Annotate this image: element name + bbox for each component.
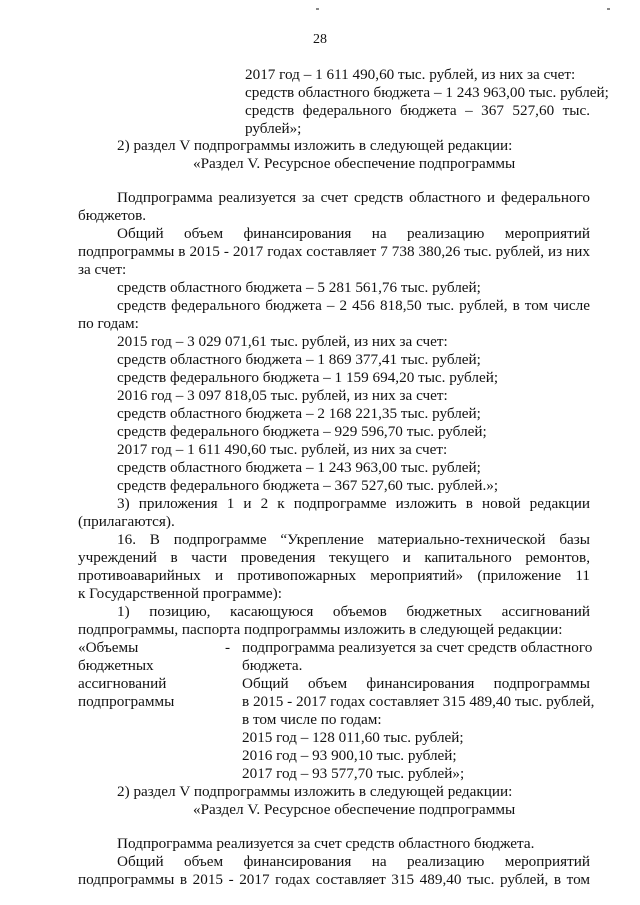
text-line: бюджета. (242, 657, 303, 674)
text-line: бюджетных (78, 657, 154, 674)
text-line: Общий объем финансирования на реализацию мероприятий (117, 853, 590, 870)
text-line: к Государственной программе): (78, 585, 282, 602)
text-line: 2) раздел V подпрограммы изложить в следующей редакции: (117, 137, 513, 154)
text-line: Подпрограмма реализуется за счет средств областного и федерального (117, 189, 590, 206)
text-line: средств федерального бюджета – 1 159 694,20 тыс. рублей; (117, 369, 499, 386)
text-line: «Раздел V. Ресурсное обеспечение подпрограммы (193, 801, 516, 818)
scan-mark (607, 8, 610, 10)
text-line: Общий объем финансирования подпрограммы (242, 675, 590, 692)
text-line: 2) раздел V подпрограммы изложить в следующей редакции: (117, 783, 513, 800)
text-line: по годам: (78, 315, 139, 332)
text-line: средств федерального бюджета – 929 596,70 тыс. рублей; (117, 423, 487, 440)
page-number: 28 (313, 32, 327, 47)
text-line: 2017 год – 93 577,70 тыс. рублей»; (242, 765, 465, 782)
text-line: - (225, 639, 231, 656)
text-line: ассигнований (78, 675, 167, 692)
text-line: противоаварийных и противопожарных мероприятий» (приложение 11 (78, 567, 590, 584)
text-line: Подпрограмма реализуется за счет средств областного бюджета. (117, 835, 535, 852)
text-line: средств федерального бюджета – 367 527,60 тыс. рублей.»; (117, 477, 499, 494)
text-line: подпрограммы, паспорта подпрограммы изложить в следующей редакции: (78, 621, 563, 638)
text-line: 2015 год – 128 011,60 тыс. рублей; (242, 729, 464, 746)
scan-mark (316, 8, 319, 10)
text-line: средств областного бюджета – 2 168 221,35 тыс. рублей; (117, 405, 481, 422)
text-line: средств областного бюджета – 1 243 963,00 тыс. рублей; (117, 459, 481, 476)
text-line: средств областного бюджета – 1 243 963,00 тыс. рублей; (245, 84, 609, 101)
text-line: подпрограммы (78, 693, 175, 710)
text-line: в том числе по годам: (242, 711, 382, 728)
text-line: средств областного бюджета – 1 869 377,41 тыс. рублей; (117, 351, 481, 368)
text-line: в 2015 - 2017 годах составляет 315 489,40 тыс. рублей, (242, 693, 595, 710)
text-line: средств федерального бюджета – 2 456 818,50 тыс. рублей, в том числе (117, 297, 590, 314)
text-line: подпрограммы в 2015 - 2017 годах составляет 315 489,40 тыс. рублей, в том (78, 871, 590, 888)
text-line: «Раздел V. Ресурсное обеспечение подпрограммы (193, 155, 516, 172)
text-line: 2016 год – 93 900,10 тыс. рублей; (242, 747, 457, 764)
text-line: Общий объем финансирования на реализацию мероприятий (117, 225, 590, 242)
text-line: (прилагаются). (78, 513, 175, 530)
text-line: средств федерального бюджета – 367 527,60 тыс. (245, 102, 590, 119)
text-line: 2017 год – 1 611 490,60 тыс. рублей, из них за счет: (117, 441, 448, 458)
text-line: 16. В подпрограмме “Укрепление материально-технической базы (117, 531, 590, 548)
text-line: бюджетов. (78, 207, 147, 224)
text-line: 2016 год – 3 097 818,05 тыс. рублей, из них за счет: (117, 387, 448, 404)
text-line: за счет: (78, 261, 127, 278)
text-line: рублей»; (245, 120, 302, 137)
text-line: учреждений в части проведения текущего и капитального ремонтов, (78, 549, 590, 566)
text-line: 2015 год – 3 029 071,61 тыс. рублей, из них за счет: (117, 333, 448, 350)
text-line: 1) позицию, касающуюся объемов бюджетных ассигнований (117, 603, 590, 620)
text-line: 3) приложения 1 и 2 к подпрограмме изложить в новой редакции (117, 495, 590, 512)
text-line: «Объемы (78, 639, 139, 656)
text-line: 2017 год – 1 611 490,60 тыс. рублей, из них за счет: (245, 66, 576, 83)
text-line: подпрограмма реализуется за счет средств областного (242, 639, 593, 656)
text-line: подпрограммы в 2015 - 2017 годах составляет 7 738 380,26 тыс. рублей, из них (78, 243, 590, 260)
text-line: средств областного бюджета – 5 281 561,76 тыс. рублей; (117, 279, 481, 296)
